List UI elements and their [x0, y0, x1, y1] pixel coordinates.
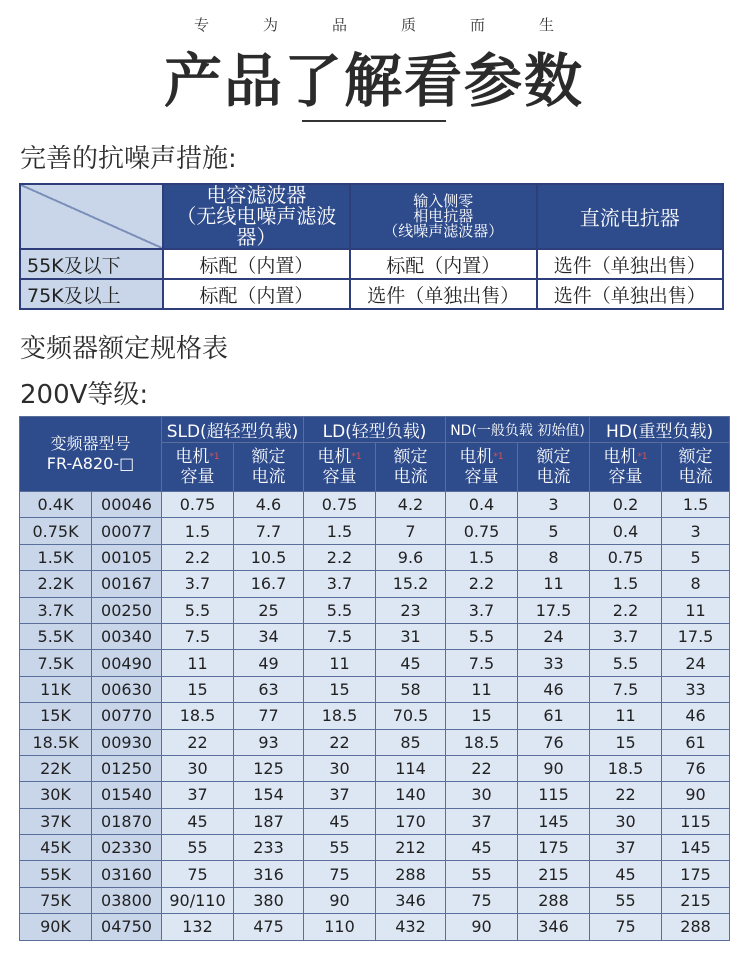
- value-cell: 24: [662, 650, 730, 676]
- value-cell: 17.5: [662, 623, 730, 649]
- value-cell: 175: [662, 861, 730, 887]
- value-cell: 85: [376, 729, 446, 755]
- value-cell: 16.7: [234, 571, 304, 597]
- noise-row: [20, 279, 723, 309]
- value-cell: 33: [662, 676, 730, 702]
- value-cell: 1.5: [304, 518, 376, 544]
- value-cell: 3.7: [304, 571, 376, 597]
- sub-header-line: 电机: [459, 447, 494, 467]
- table-row: [20, 861, 730, 887]
- sub-header-line: 电流: [393, 467, 428, 487]
- value-cell: 55: [162, 835, 234, 861]
- value-cell: 46: [662, 703, 730, 729]
- model-code-cell: 03160: [92, 861, 162, 887]
- value-cell: 7.5: [162, 623, 234, 649]
- value-cell: 75: [590, 914, 662, 940]
- value-cell: 1.5: [446, 544, 518, 570]
- value-cell: 45: [590, 861, 662, 887]
- title-divider: [302, 120, 446, 122]
- sub-header-line: 电机: [317, 447, 352, 467]
- cell: 标配（内置）: [163, 279, 350, 309]
- model-code-cell: 03800: [92, 887, 162, 913]
- diagonal-corner-cell: [20, 184, 163, 249]
- value-cell: 215: [518, 861, 590, 887]
- model-code-cell: 00250: [92, 597, 162, 623]
- model-code-cell: 04750: [92, 914, 162, 940]
- noise-section-title: 完善的抗噪声措施:: [20, 144, 237, 174]
- table-row: [20, 676, 730, 702]
- sub-header-line: 电流: [536, 467, 571, 487]
- value-cell: 475: [234, 914, 304, 940]
- value-cell: 145: [518, 808, 590, 834]
- table-row: [20, 887, 730, 913]
- value-cell: 15: [304, 676, 376, 702]
- value-cell: 70.5: [376, 703, 446, 729]
- value-cell: 5: [662, 544, 730, 570]
- model-capacity-cell: 75K: [20, 887, 92, 913]
- value-cell: 8: [662, 571, 730, 597]
- value-cell: 380: [234, 887, 304, 913]
- spec-section-title: 变频器额定规格表: [20, 334, 229, 364]
- value-cell: 93: [234, 729, 304, 755]
- group-ld: LD(轻型负载): [304, 417, 446, 443]
- value-cell: 37: [162, 782, 234, 808]
- col-header-dc-reactor: 直流电抗器: [537, 184, 723, 249]
- model-code-cell: 02330: [92, 835, 162, 861]
- value-cell: 37: [304, 782, 376, 808]
- value-cell: 90: [518, 755, 590, 781]
- row-label: 55K及以下: [20, 249, 163, 279]
- value-cell: 18.5: [304, 703, 376, 729]
- value-cell: 63: [234, 676, 304, 702]
- group-hd: HD(重型负载): [590, 417, 730, 443]
- table-row: [20, 782, 730, 808]
- value-cell: 0.75: [162, 492, 234, 518]
- value-cell: 34: [234, 623, 304, 649]
- value-cell: 15: [590, 729, 662, 755]
- value-cell: 346: [376, 887, 446, 913]
- model-header-line: FR-A820-□: [46, 454, 135, 473]
- value-cell: 17.5: [518, 597, 590, 623]
- model-capacity-cell: 22K: [20, 755, 92, 781]
- model-code-cell: 00630: [92, 676, 162, 702]
- value-cell: 233: [234, 835, 304, 861]
- value-cell: 61: [518, 703, 590, 729]
- value-cell: 288: [376, 861, 446, 887]
- value-cell: 132: [162, 914, 234, 940]
- model-capacity-cell: 90K: [20, 914, 92, 940]
- col-header-line: 电容滤波器: [206, 183, 307, 207]
- value-cell: 1.5: [662, 492, 730, 518]
- model-code-cell: 00490: [92, 650, 162, 676]
- value-cell: 11: [304, 650, 376, 676]
- value-cell: 215: [662, 887, 730, 913]
- value-cell: 0.75: [590, 544, 662, 570]
- value-cell: 2.2: [590, 597, 662, 623]
- sub-header-rated-current: [518, 443, 590, 492]
- value-cell: 18.5: [446, 729, 518, 755]
- value-cell: 7.5: [446, 650, 518, 676]
- value-cell: 75: [304, 861, 376, 887]
- sub-header-line: 容量: [608, 467, 643, 487]
- value-cell: 31: [376, 623, 446, 649]
- model-capacity-cell: 30K: [20, 782, 92, 808]
- model-code-cell: 00340: [92, 623, 162, 649]
- value-cell: 2.2: [304, 544, 376, 570]
- model-code-cell: 00167: [92, 571, 162, 597]
- value-cell: 37: [446, 808, 518, 834]
- cell: 标配（内置）: [163, 249, 350, 279]
- value-cell: 5.5: [590, 650, 662, 676]
- cell: 选件（单独出售）: [537, 249, 723, 279]
- col-header-zero-phase-reactor: [350, 184, 536, 249]
- table-row: [20, 914, 730, 940]
- sub-header-line: 额定: [536, 447, 571, 467]
- value-cell: 288: [662, 914, 730, 940]
- table-row: [20, 650, 730, 676]
- value-cell: 3.7: [590, 623, 662, 649]
- value-cell: 3: [662, 518, 730, 544]
- value-cell: 0.2: [590, 492, 662, 518]
- table-row: [20, 492, 730, 518]
- sub-header-motor-capacity: [590, 443, 662, 492]
- footnote-mark: *1: [209, 452, 220, 462]
- group-header-row: [20, 417, 730, 443]
- noise-measures-table: [19, 183, 724, 310]
- model-capacity-cell: 37K: [20, 808, 92, 834]
- value-cell: 7.5: [304, 623, 376, 649]
- value-cell: 2.2: [162, 544, 234, 570]
- value-cell: 10.5: [234, 544, 304, 570]
- table-row: [20, 623, 730, 649]
- col-header-line: （线噪声滤波器）: [383, 222, 504, 240]
- table-row: [20, 544, 730, 570]
- footnote-mark: *1: [493, 452, 504, 462]
- value-cell: 0.75: [304, 492, 376, 518]
- value-cell: 25: [234, 597, 304, 623]
- sub-header-line: 容量: [464, 467, 499, 487]
- value-cell: 2.2: [446, 571, 518, 597]
- value-cell: 11: [518, 571, 590, 597]
- value-cell: 125: [234, 755, 304, 781]
- sub-header-rated-current: [376, 443, 446, 492]
- value-cell: 5.5: [446, 623, 518, 649]
- value-cell: 145: [662, 835, 730, 861]
- sub-header-line: 容量: [322, 467, 357, 487]
- value-cell: 30: [304, 755, 376, 781]
- value-cell: 7: [376, 518, 446, 544]
- value-cell: 18.5: [162, 703, 234, 729]
- value-cell: 15: [446, 703, 518, 729]
- sub-header-motor-capacity: [446, 443, 518, 492]
- model-capacity-cell: 7.5K: [20, 650, 92, 676]
- table-row: [20, 597, 730, 623]
- footnote-mark: *1: [637, 452, 648, 462]
- value-cell: 5.5: [304, 597, 376, 623]
- table-row: [20, 808, 730, 834]
- table-row: [20, 703, 730, 729]
- value-cell: 5.5: [162, 597, 234, 623]
- value-cell: 45: [162, 808, 234, 834]
- sub-header-motor-capacity: [304, 443, 376, 492]
- noise-header-row: [20, 184, 723, 249]
- model-code-cell: 01540: [92, 782, 162, 808]
- value-cell: 9.6: [376, 544, 446, 570]
- model-capacity-cell: 5.5K: [20, 623, 92, 649]
- sub-header-line: 电流: [678, 467, 713, 487]
- value-cell: 0.4: [590, 518, 662, 544]
- group-nd: ND(一般负载 初始值): [446, 417, 590, 443]
- sub-header-line: 容量: [180, 467, 215, 487]
- model-capacity-cell: 3.7K: [20, 597, 92, 623]
- col-header-line: （无线电噪声滤波器）: [176, 204, 337, 249]
- value-cell: 45: [304, 808, 376, 834]
- value-cell: 55: [446, 861, 518, 887]
- cell: 选件（单独出售）: [350, 279, 536, 309]
- value-cell: 4.6: [234, 492, 304, 518]
- rated-spec-table: [19, 416, 730, 941]
- sub-header-rated-current: [662, 443, 730, 492]
- value-cell: 4.2: [376, 492, 446, 518]
- value-cell: 30: [446, 782, 518, 808]
- value-cell: 288: [518, 887, 590, 913]
- col-header-line: 输入侧零: [413, 192, 474, 210]
- value-cell: 22: [446, 755, 518, 781]
- group-sld: SLD(超轻型负载): [162, 417, 304, 443]
- value-cell: 8: [518, 544, 590, 570]
- model-capacity-cell: 15K: [20, 703, 92, 729]
- footnote-mark: *1: [351, 452, 362, 462]
- value-cell: 110: [304, 914, 376, 940]
- sub-header-line: 额定: [678, 447, 713, 467]
- value-cell: 316: [234, 861, 304, 887]
- value-cell: 3: [518, 492, 590, 518]
- value-cell: 175: [518, 835, 590, 861]
- sub-header-line: 额定: [251, 447, 286, 467]
- row-label: 75K及以上: [20, 279, 163, 309]
- value-cell: 187: [234, 808, 304, 834]
- page-title: 产品了解看参数: [163, 47, 584, 115]
- value-cell: 33: [518, 650, 590, 676]
- value-cell: 18.5: [590, 755, 662, 781]
- value-cell: 154: [234, 782, 304, 808]
- value-cell: 346: [518, 914, 590, 940]
- model-code-cell: 00930: [92, 729, 162, 755]
- value-cell: 30: [590, 808, 662, 834]
- sub-header-line: 电机: [175, 447, 210, 467]
- value-cell: 55: [590, 887, 662, 913]
- value-cell: 30: [162, 755, 234, 781]
- value-cell: 170: [376, 808, 446, 834]
- sub-header-motor-capacity: [162, 443, 234, 492]
- value-cell: 76: [662, 755, 730, 781]
- value-cell: 140: [376, 782, 446, 808]
- value-cell: 76: [518, 729, 590, 755]
- sub-header-line: 电流: [251, 467, 286, 487]
- model-code-cell: 00770: [92, 703, 162, 729]
- model-code-cell: 01870: [92, 808, 162, 834]
- noise-row: [20, 249, 723, 279]
- sub-header-line: 额定: [393, 447, 428, 467]
- model-capacity-cell: 1.5K: [20, 544, 92, 570]
- value-cell: 3.7: [446, 597, 518, 623]
- cell: 选件（单独出售）: [537, 279, 723, 309]
- model-capacity-cell: 55K: [20, 861, 92, 887]
- value-cell: 49: [234, 650, 304, 676]
- sub-header-rated-current: [234, 443, 304, 492]
- value-cell: 7.5: [590, 676, 662, 702]
- model-code-cell: 00046: [92, 492, 162, 518]
- value-cell: 0.4: [446, 492, 518, 518]
- value-cell: 22: [590, 782, 662, 808]
- model-capacity-cell: 0.75K: [20, 518, 92, 544]
- value-cell: 1.5: [162, 518, 234, 544]
- value-cell: 3.7: [162, 571, 234, 597]
- table-row: [20, 755, 730, 781]
- value-cell: 45: [376, 650, 446, 676]
- value-cell: 15: [162, 676, 234, 702]
- value-cell: 5: [518, 518, 590, 544]
- col-header-line: 相电抗器: [413, 207, 474, 225]
- value-cell: 37: [590, 835, 662, 861]
- value-cell: 11: [446, 676, 518, 702]
- table-row: [20, 729, 730, 755]
- sub-header-line: 电机: [603, 447, 638, 467]
- value-cell: 90/110: [162, 887, 234, 913]
- value-cell: 90: [304, 887, 376, 913]
- model-capacity-cell: 2.2K: [20, 571, 92, 597]
- model-code-cell: 00077: [92, 518, 162, 544]
- value-cell: 45: [446, 835, 518, 861]
- model-code-cell: 00105: [92, 544, 162, 570]
- value-cell: 55: [304, 835, 376, 861]
- value-cell: 432: [376, 914, 446, 940]
- value-cell: 75: [162, 861, 234, 887]
- value-cell: 22: [304, 729, 376, 755]
- value-cell: 114: [376, 755, 446, 781]
- model-capacity-cell: 18.5K: [20, 729, 92, 755]
- value-cell: 115: [518, 782, 590, 808]
- value-cell: 1.5: [590, 571, 662, 597]
- value-cell: 46: [518, 676, 590, 702]
- cell: 标配（内置）: [350, 249, 536, 279]
- value-cell: 77: [234, 703, 304, 729]
- value-cell: 115: [662, 808, 730, 834]
- value-cell: 75: [446, 887, 518, 913]
- table-row: [20, 518, 730, 544]
- model-capacity-cell: 11K: [20, 676, 92, 702]
- model-header: [20, 417, 162, 492]
- value-cell: 212: [376, 835, 446, 861]
- value-cell: 15.2: [376, 571, 446, 597]
- value-cell: 90: [662, 782, 730, 808]
- table-row: [20, 835, 730, 861]
- value-cell: 22: [162, 729, 234, 755]
- spec-body: [20, 492, 730, 941]
- model-header-line: 变频器型号: [50, 434, 131, 453]
- value-cell: 11: [162, 650, 234, 676]
- value-cell: 0.75: [446, 518, 518, 544]
- col-header-capacitor-filter: [163, 184, 350, 249]
- value-cell: 11: [662, 597, 730, 623]
- value-cell: 11: [590, 703, 662, 729]
- value-cell: 23: [376, 597, 446, 623]
- value-cell: 61: [662, 729, 730, 755]
- table-row: [20, 571, 730, 597]
- tagline: 专为品质而生: [193, 16, 608, 34]
- model-code-cell: 01250: [92, 755, 162, 781]
- value-cell: 58: [376, 676, 446, 702]
- spec-section-subtitle: 200V等级:: [20, 380, 149, 410]
- value-cell: 90: [446, 914, 518, 940]
- value-cell: 7.7: [234, 518, 304, 544]
- model-capacity-cell: 0.4K: [20, 492, 92, 518]
- value-cell: 24: [518, 623, 590, 649]
- model-capacity-cell: 45K: [20, 835, 92, 861]
